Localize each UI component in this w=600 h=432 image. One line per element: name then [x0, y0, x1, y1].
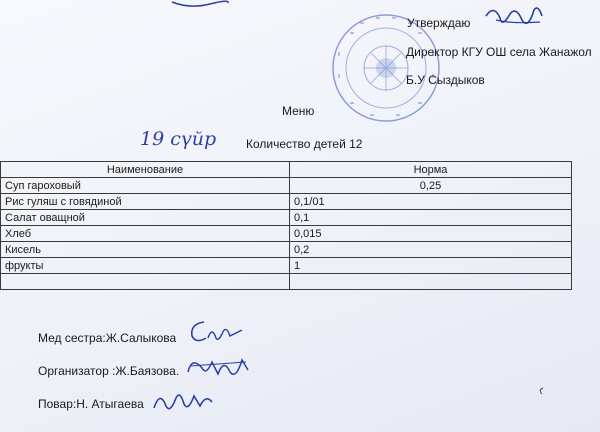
dish-norm: 0,1 [290, 210, 572, 226]
dish-name: фрукты [1, 258, 290, 274]
page-title: Меню [282, 104, 315, 118]
nurse-label: Мед сестра:Ж.Салыкова [38, 331, 177, 345]
director-signature [482, 2, 554, 32]
dish-norm: 1 [290, 258, 572, 274]
dish-name: Кисель [1, 242, 290, 258]
dish-name: Салат оващной [1, 210, 290, 226]
organizer-label: Организатор :Ж.Баязова. [38, 364, 180, 378]
table-row [1, 242, 572, 258]
header-name: Наименование [1, 162, 290, 178]
corner-mark [536, 386, 546, 396]
date-handwritten: 19 сүйр [140, 128, 217, 150]
dish-norm: 0,2 [290, 242, 572, 258]
table-header-row [1, 162, 572, 178]
children-count: Количество детей 12 [246, 137, 363, 151]
dish-norm [290, 274, 572, 290]
dish-name: Суп гароховый [1, 178, 290, 194]
table-row [1, 258, 572, 274]
organizer-signature [184, 352, 254, 382]
dish-name [1, 274, 290, 290]
table-row [1, 194, 572, 210]
director-name: Б.У Сыздыков [406, 73, 485, 87]
top-scribble [170, 0, 230, 10]
nurse-signature [186, 316, 246, 348]
dish-norm: 0,015 [290, 226, 572, 242]
dish-name: Рис гуляш с говядиной [1, 194, 290, 210]
cook-label: Повар:Н. Атыгаева [38, 397, 144, 411]
header-norm: Норма [290, 162, 572, 178]
table-row [1, 274, 572, 290]
table-row [1, 226, 572, 242]
table-row [1, 178, 572, 194]
approval-label: Утверждаю [407, 16, 471, 30]
director-title: Директор КГУ ОШ села Жанажол [406, 45, 592, 59]
dish-name: Хлеб [1, 226, 290, 242]
table-row [1, 210, 572, 226]
dish-norm: 0,25 [290, 178, 572, 194]
menu-table [0, 161, 572, 290]
cook-signature [150, 386, 216, 416]
dish-norm: 0,1/01 [290, 194, 572, 210]
